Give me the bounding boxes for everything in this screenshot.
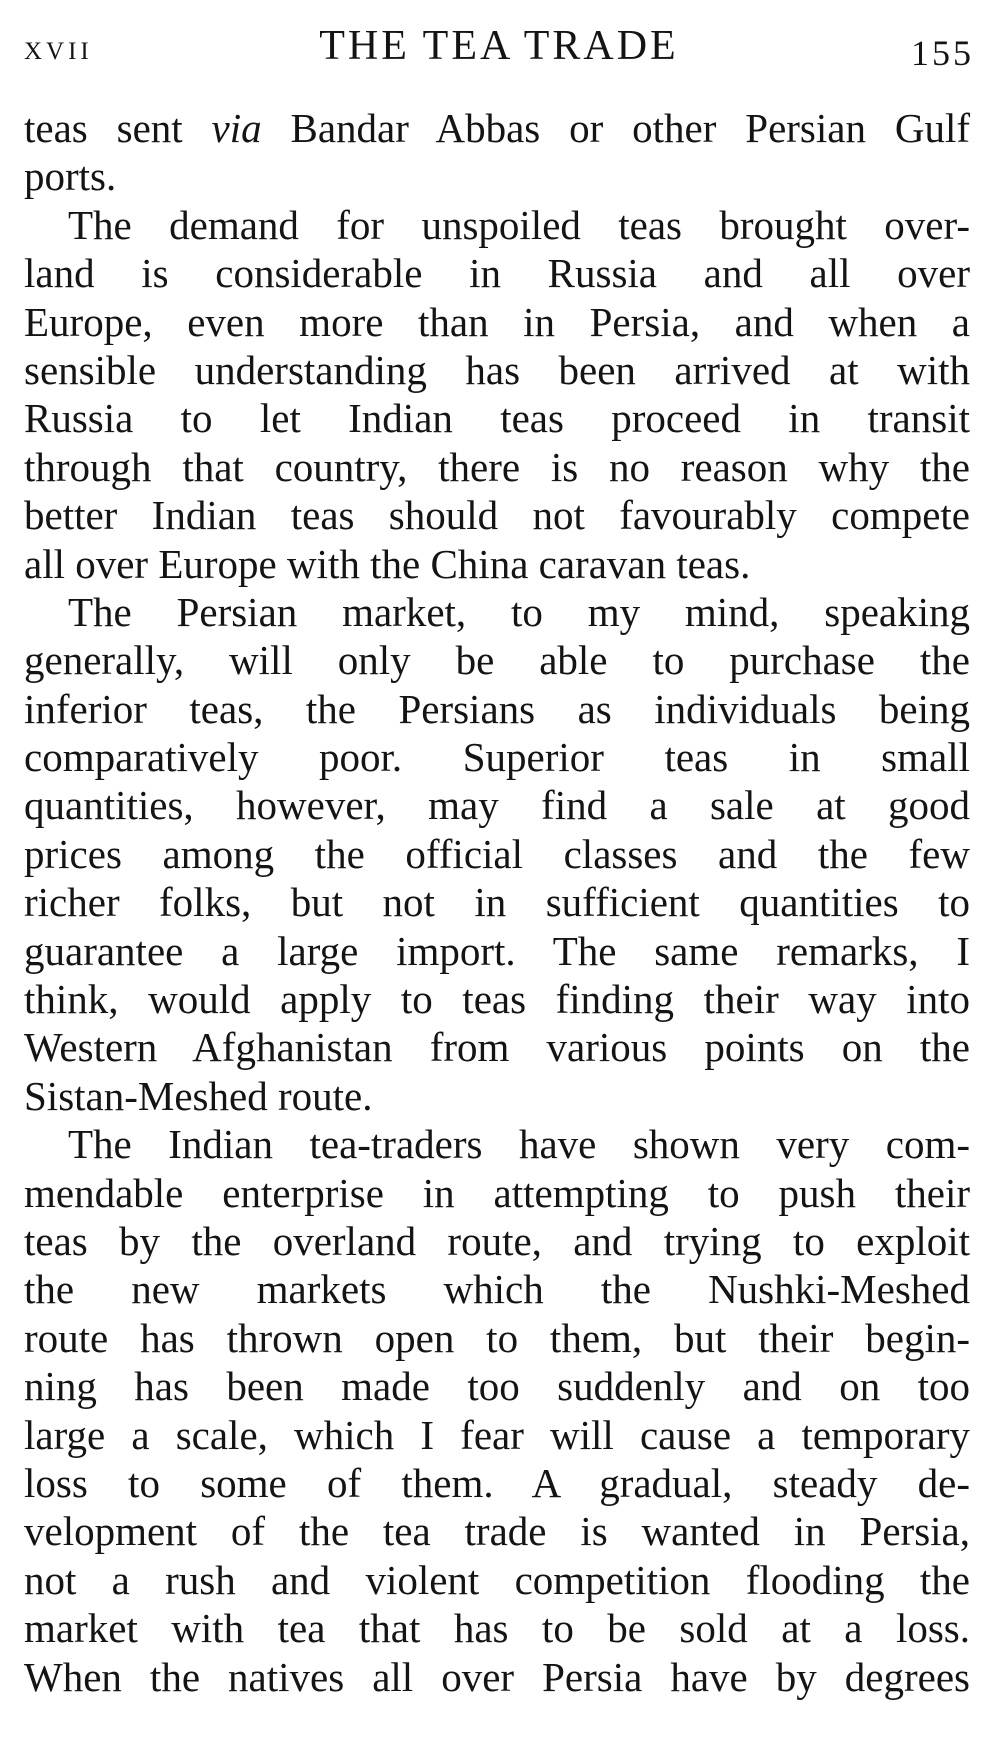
body-text xyxy=(24,104,970,1701)
page-number: 155 xyxy=(911,33,974,73)
text-line-6: sensible understanding has been arrived at with xyxy=(24,346,970,393)
text-line-2: ports. xyxy=(24,153,117,200)
text-line-11: The Persian market, to my mind, speaking xyxy=(68,588,970,635)
text-line-30: velopment of the tea trade is wanted in Persia, xyxy=(24,1508,970,1555)
text-line-12: generally, will only be able to purchase the xyxy=(24,637,970,684)
text-line-13: inferior teas, the Persians as individuals being xyxy=(24,685,970,732)
text-line-33: When the natives all over Persia have by degrees xyxy=(24,1653,970,1700)
text-line-26: route has thrown open to them, but their begin- xyxy=(24,1314,970,1361)
italic-word: via xyxy=(211,105,262,151)
text-line-29: loss to some of them. A gradual, steady de- xyxy=(24,1459,970,1506)
text-line-8: through that country, there is no reason why the xyxy=(24,443,970,490)
text-line-23: mendable enterprise in attempting to push their xyxy=(24,1169,970,1216)
text-line-18: guarantee a large import. The same remarks, I xyxy=(24,927,970,974)
text-line-27: ning has been made too suddenly and on too xyxy=(24,1363,970,1410)
text-line-19: think, would apply to teas finding their way into xyxy=(24,976,970,1023)
text-line-21: Sistan-Meshed route. xyxy=(24,1072,373,1119)
text-line-4: land is considerable in Russia and all over xyxy=(24,250,970,297)
text-line-28: large a scale, which I fear will cause a temporary xyxy=(24,1411,970,1458)
running-title: THE TEA TRADE xyxy=(319,23,679,69)
text-line-10: all over Europe with the China caravan teas. xyxy=(24,540,751,587)
text-line-24: teas by the overland route, and trying to exploit xyxy=(24,1217,970,1264)
text-line-9: better Indian teas should not favourably compete xyxy=(24,492,970,539)
text-line-16: prices among the official classes and the few xyxy=(24,830,970,877)
text-line-20: Western Afghanistan from various points on the xyxy=(24,1024,970,1071)
text-line-32: market with tea that has to be sold at a loss. xyxy=(24,1605,970,1652)
text-line-5: Europe, even more than in Persia, and when a xyxy=(24,298,970,345)
text-line-25: the new markets which the Nushki-Meshed xyxy=(24,1266,970,1313)
text-line-31: not a rush and violent competition flooding the xyxy=(24,1556,970,1603)
text-line-7: Russia to let Indian teas proceed in transit xyxy=(24,395,970,442)
text-line-17: richer folks, but not in sufficient quantities to xyxy=(24,879,970,926)
chapter-number: XVII xyxy=(24,38,93,65)
text-line-1 xyxy=(24,104,970,152)
text-line-1-content: teas sent via Bandar Abbas or other Persian Gulf xyxy=(24,105,970,151)
text-line-3: The demand for unspoiled teas brought over- xyxy=(68,201,970,248)
running-head xyxy=(24,18,974,78)
text-line-22: The Indian tea-traders have shown very com- xyxy=(68,1121,970,1168)
text-line-14: comparatively poor. Superior teas in small xyxy=(24,734,970,781)
text-line-15: quantities, however, may find a sale at good xyxy=(24,782,970,829)
